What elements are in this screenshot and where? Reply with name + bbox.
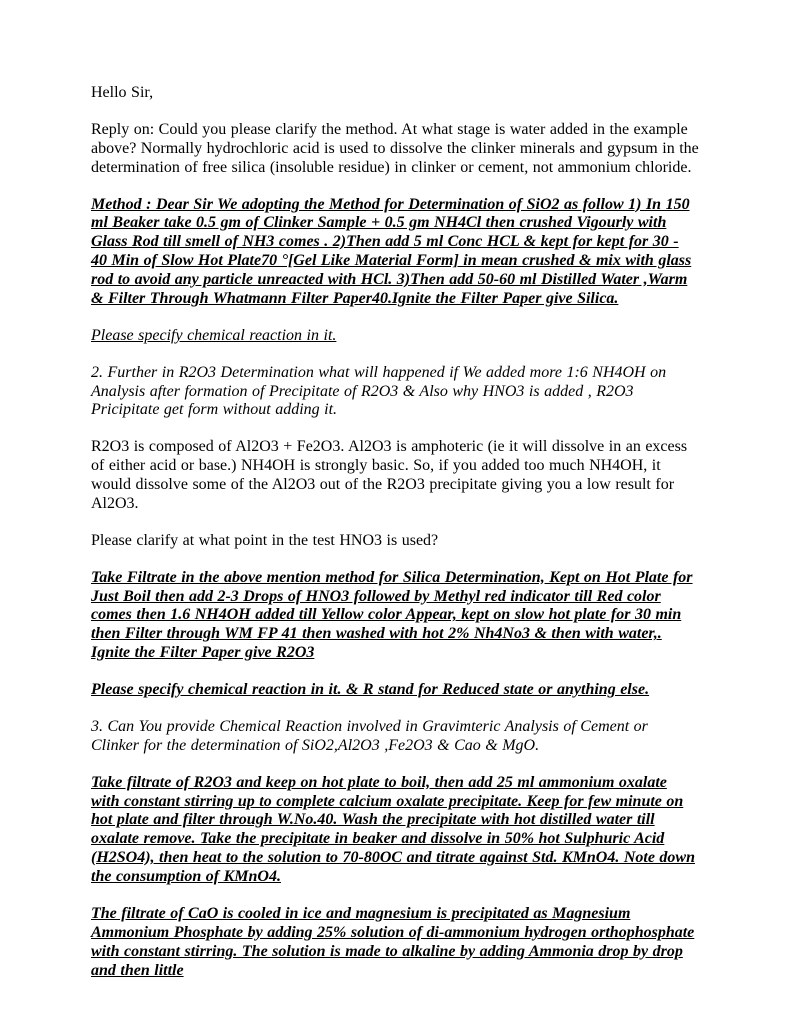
question-2-r2o3: 2. Further in R2O3 Determination what will happened if We added more 1:6 NH4OH on Analysis after formation of Precipitate of R2O3 & Also why HNO3 is added , R2O3 Pricipitate get form without adding it. (91, 363, 667, 419)
greeting: Hello Sir, (91, 84, 154, 101)
question-hno3-point: Please clarify at what point in the test HNO3 is used? (91, 531, 439, 549)
question-3-reactions: 3. Can You provide Chemical Reaction involved in Gravimteric Analysis of Cement or Clinker for the determination of SiO2,Al2O3 ,Fe2O3 & Cao & MgO. (91, 717, 648, 754)
mgo-procedure: The filtrate of CaO is cooled in ice and magnesium is precipitated as Magnesium Ammonium Phosphate by adding 25% solution of di-ammonium hydrogen orthophosphate with constant stirring. The solution is made to alkaline by adding Ammonia drop by drop and then little (91, 904, 695, 979)
method-description: Method : Dear Sir We adopting the Method for Determination of SiO2 as follow 1) In 150 ml Beaker take 0.5 gm of Clinker Sample + 0.5 gm NH4Cl then crushed Vigourly with Glass Rod till smell of NH3 comes . 2)Then add 5 ml Conc HCL & kept for kept for 30 - 40 Min of Slow Hot Plate70 °[Gel Like Material Form] in mean crushed & mix with glass rod to avoid any particle unreacted with HCl. 3)Then add 50-60 ml Distilled Water ,Warm & Filter Through Whatmann Filter Paper40.Ignite the Filter Paper give Silica. (91, 195, 692, 307)
request-chemical-reaction-2: Please specify chemical reaction in it. & R stand for Reduced state or anything else. (91, 681, 650, 698)
reply-question-1: Reply on: Could you please clarify the method. At what stage is water added in the example above? Normally hydrochloric acid is used to dissolve the clinker minerals and gypsum in the determination of free silica (insoluble residue) in clinker or cement, not ammonium chloride. (91, 120, 699, 176)
cao-procedure: Take filtrate of R2O3 and keep on hot plate to boil, then add 25 ml ammonium oxalate with constant stirring up to complete calcium oxalate precipitate. Keep for few minute on hot plate and filter through W.No.40. Wash the precipitate with hot distilled water till oxalate remove. Take the precipitate in beaker and dissolve in 50% hot Sulphuric Acid (H2SO4), then heat to the solution to 70-80OC and titrate against Std. KMnO4. Note down the consumption of KMnO4. (91, 773, 695, 885)
request-chemical-reaction-1: Please specify chemical reaction in it. (91, 326, 337, 344)
answer-r2o3-composition: R2O3 is composed of Al2O3 + Fe2O3. Al2O3 is amphoteric (ie it will dissolve in an excess of either acid or base.) NH4OH is strongly basic. So, if you added too much NH4OH, it would dissolve some of the Al2O3 out of the R2O3 precipitate giving you a low result for Al2O3. (91, 438, 688, 512)
r2o3-procedure: Take Filtrate in the above mention method for Silica Determination, Kept on Hot Plate for Just Boil then add 2-3 Drops of HNO3 followed by Methyl red indicator till Red color comes then 1.6 NH4OH added till Yellow color Appear, kept on slow hot plate for 30 min then Filter through WM FP 41 then washed with hot 2% Nh4No3 & then with water,. Ignite the Filter Paper give R2O3 (91, 568, 693, 662)
